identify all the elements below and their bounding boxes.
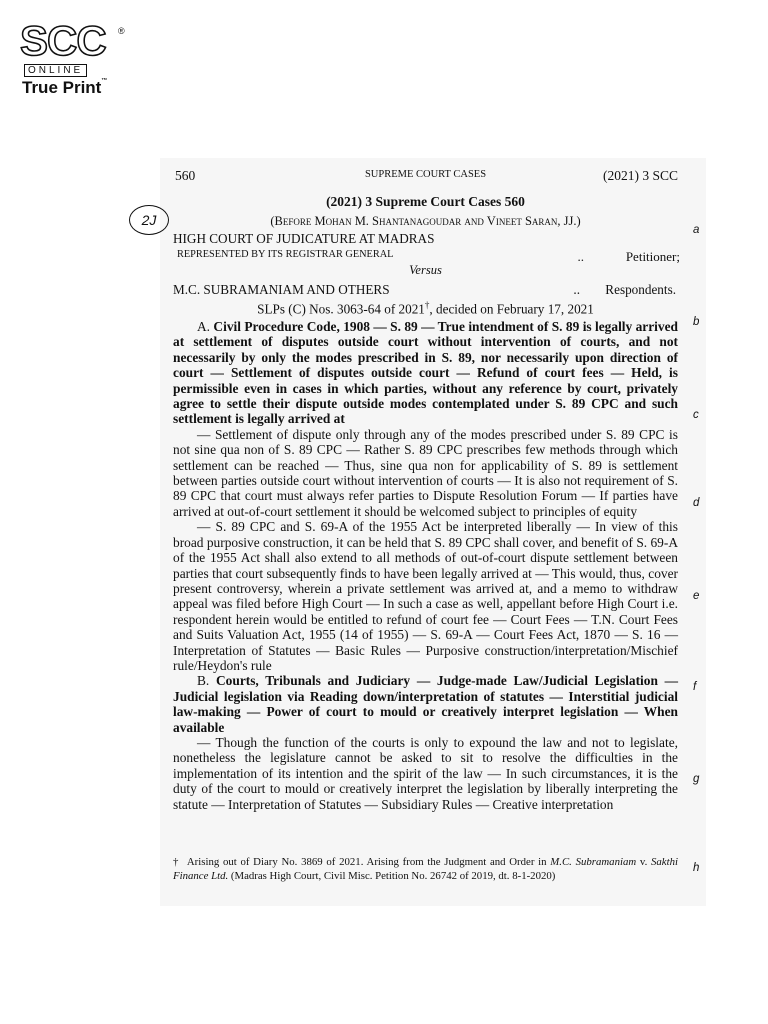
margin-letter-d: d (693, 497, 700, 509)
respondent-role: Respondents. (605, 282, 676, 297)
headnote-a (173, 319, 678, 427)
headnote-a-catchwords: Civil Procedure Code, 1908 — S. 89 — True intendment of S. 89 is legally arrived at settlement of disputes outside court without intervention of courts, and not necessarily by only the modes prescribed in S. 89, nor necessarily upon direction of court — Settlement of disputes outside court — Refund of court fees — Held, is permissible even in cases in which parties, without any reference by court, privately agree to settle their dispute outside modes contemplated under S. 89 CPC and such settlement is legally arrived at (173, 319, 678, 427)
case-label-circle: 2J (129, 205, 169, 235)
logo-brand: SCC (20, 17, 106, 64)
running-header (173, 168, 678, 186)
headnote-a-para-2: — S. 89 CPC and S. 69-A of the 1955 Act be interpreted liberally — In view of this broad purposive construction, it can be held that S. 89 CPC shall cover, and benefit of S. 69-A of the 1955 Act shall also extend to all methods of out-of-court dispute settlement between parties that court subsequently finds to have been legally arrived at — This would, thus, cover present controversy, wherein a private settlement was arrived at, and a memo to withdraw appeal was filed before High Court — In such a case as well, appellant before High Court i.e. respondent herein would be entitled to refund of court fee — Court Fees — T.N. Court Fees and Suits Valuation Act, 1955 (14 of 1955) — S. 69-A — Court Fees Act, 1870 — S. 16 — Interpretation of Statutes — Basic Rules — Purposive construction/interpretation/Mischief rule/Heydon's rule (173, 519, 678, 673)
logo-registered-mark: ® (118, 26, 125, 36)
dagger-mark: † (424, 300, 430, 310)
petitioner-block (173, 249, 682, 264)
headnote-b-catchwords: Courts, Tribunals and Judiciary — Judge-made Law/Judicial Legislation — Judicial legislation via Reading down/interpretation of statutes — Interstitial judicial law-making — Power of court to mould or creatively interpret legislation — When available (173, 673, 678, 735)
margin-letter-c: c (693, 409, 699, 421)
respondent-block (173, 282, 678, 298)
margin-letter-e: e (693, 590, 700, 602)
footnote-party-1: M.C. Subramaniam (550, 856, 637, 868)
petitioner-dots: .. (577, 249, 584, 264)
headnote-b-letter: B. (197, 673, 210, 689)
footnote-party-2: Sakthi Finance Ltd. (173, 856, 678, 882)
headnotes (173, 319, 678, 812)
margin-letter-b: b (693, 316, 700, 328)
volume-citation: (2021) 3 SCC (602, 168, 678, 183)
logo-tagline: True Print™ (22, 78, 108, 97)
petitioner-name: HIGH COURT OF JUDICATURE AT MADRAS (173, 231, 435, 246)
bench: (Before Mohan M. Shantanagoudar and Vineet Saran, JJ.) (270, 214, 581, 228)
page-number: 560 (175, 168, 196, 183)
logo-trademark: ™ (101, 78, 108, 84)
headnote-a-para-1: — Settlement of dispute only through any of the modes prescribed under S. 89 CPC is not sine qua non of S. 89 CPC — Rather S. 89 CPC prescribes few methods through which settlement can be reached — Thus, sine qua non for applicability of S. 89 is settlement between parties outside court without intervention of courts — It is also not requirement of S. 89 CPC that court must always refer parties to Dispute Resolution Forum — If parties have arrived at out-of-court settlement it should be welcomed subject to principles of equity (173, 426, 678, 519)
running-title: SUPREME COURT CASES (364, 169, 487, 180)
footnote: † Arising out of Diary No. 3869 of 2021. Arising from the Judgment and Order in M.C. Subramaniam v. Sakthi Finance Ltd. (Madras High Court, Civil Misc. Petition No. 26742 of 2019, dt. 8-1-2020) (173, 856, 678, 882)
slp-line: SLPs (C) Nos. 3063-64 of 2021†, decided on February 17, 2021 (257, 300, 594, 317)
scc-online-logo (18, 18, 128, 98)
logo-online-label: ONLINE (24, 64, 87, 77)
petitioner-role: Petitioner; (625, 249, 680, 264)
headnote-b (173, 673, 678, 735)
case-citation: (2021) 3 Supreme Court Cases 560 (326, 194, 525, 209)
respondent-dots: .. (573, 282, 580, 297)
petitioner-represented: REPRESENTED BY ITS REGISTRAR GENERAL (177, 249, 394, 260)
margin-letter-h: h (693, 862, 700, 874)
margin-letter-f: f (693, 681, 697, 693)
margin-letter-g: g (693, 773, 700, 785)
respondent-name: M.C. SUBRAMANIAM AND OTHERS (173, 282, 390, 297)
margin-letter-a: a (693, 224, 700, 236)
footnote-mark: † (173, 856, 180, 868)
headnote-b-para-1: — Though the function of the courts is only to expound the law and not to legislate, nonetheless the legislature cannot be asked to sit to resolve the difficulties in the implementation of its intention and the spirit of the law — In such circumstances, it is the duty of the court to mould or creatively interpret the legislation by liberally interpreting the statute — Interpretation of Statutes — Subsidiary Rules — Creative interpretation (173, 734, 678, 812)
headnote-a-letter: A. (197, 319, 211, 334)
versus: Versus (409, 263, 442, 277)
